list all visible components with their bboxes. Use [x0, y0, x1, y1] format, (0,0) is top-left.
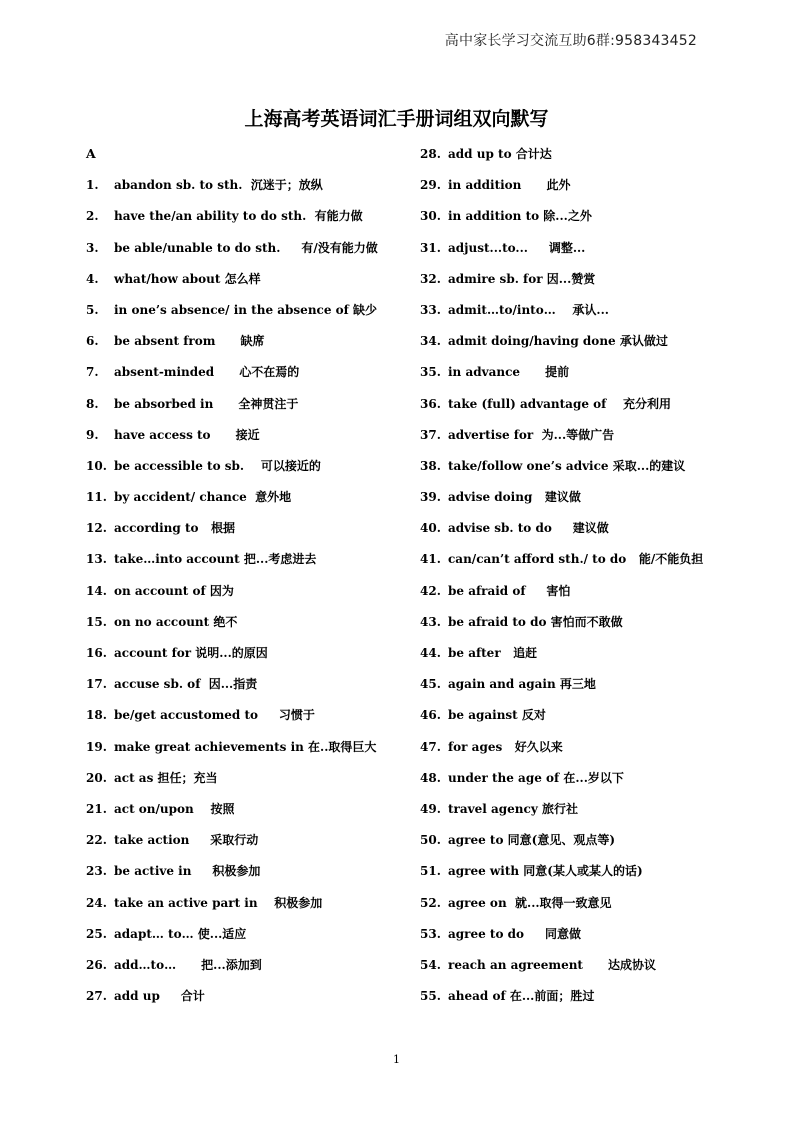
entry-text: travel agency 旅行社	[448, 801, 578, 816]
entry-text: in addition to 除...之外	[448, 209, 592, 224]
entry-number: 41.	[420, 552, 441, 567]
entry-number: 40.	[420, 521, 441, 536]
vocab-entry	[420, 517, 750, 548]
entry-text: be afraid to do 害怕而不敢做	[448, 614, 623, 629]
vocab-entry	[86, 424, 406, 455]
entry-text: be against 反对	[448, 708, 546, 723]
entry-text: act on/upon 按照	[114, 801, 235, 816]
entry-text: advise sb. to do 建议做	[448, 521, 609, 536]
entry-text: adjust...to... 调整...	[448, 240, 586, 255]
entry-text: on account of 因为	[114, 583, 234, 598]
entry-number: 26.	[86, 957, 107, 972]
vocab-entry	[86, 455, 406, 486]
entry-text: accuse sb. of 因...指责	[114, 677, 258, 692]
vocab-entry	[420, 580, 750, 611]
entry-number: 42.	[420, 583, 441, 598]
entry-text: in one’s absence/ in the absence of 缺少	[114, 302, 378, 317]
entry-text: take/follow one’s advice 采取...的建议	[448, 458, 686, 473]
entry-text: can/can’t afford sth./ to do 能/不能负担	[448, 552, 704, 567]
vocab-entry	[86, 548, 406, 579]
entry-text: add up to 合计达	[448, 147, 552, 161]
entry-number: 23.	[86, 864, 107, 879]
entry-number: 55.	[420, 989, 441, 1004]
entry-text: abandon sb. to sth. 沉迷于；放纵	[114, 178, 323, 193]
vocab-entry	[420, 174, 750, 205]
vocab-entry	[420, 486, 750, 517]
entry-number: 25.	[86, 926, 107, 941]
entry-text: be/get accustomed to 习惯于	[114, 708, 315, 723]
entry-text: admit…to/into… 承认...	[448, 302, 609, 317]
vocab-entry	[86, 673, 406, 704]
vocab-entry	[420, 736, 750, 767]
left-entry-list	[86, 174, 406, 1016]
entry-number: 36.	[420, 396, 441, 411]
entry-number: 39.	[420, 490, 441, 505]
entry-text: agree on 就...取得一致意见	[448, 895, 612, 910]
entry-number: 51.	[420, 864, 441, 879]
entry-text: by accident/ chance 意外地	[114, 490, 292, 505]
entry-text: under the age of 在...岁以下	[448, 770, 624, 785]
entry-number: 6.	[86, 334, 99, 349]
entry-number: 27.	[86, 989, 107, 1004]
vocab-entry	[86, 642, 406, 673]
vocab-entry	[86, 361, 406, 392]
entry-number: 17.	[86, 677, 107, 692]
vocab-entry	[420, 704, 750, 735]
entry-number: 37.	[420, 427, 441, 442]
entry-text: account for 说明...的原因	[114, 646, 268, 660]
vocab-entry	[420, 393, 750, 424]
vocab-entry	[86, 174, 406, 205]
entry-number: 12.	[86, 521, 107, 536]
page-title: 上海高考英语词汇手册词组双向默写	[244, 108, 549, 130]
entry-number: 30.	[420, 209, 441, 224]
entry-text: in addition 此外	[448, 178, 571, 193]
entry-text: be afraid of 害怕	[448, 583, 571, 598]
entry-number: 11.	[86, 490, 107, 505]
entry-number: 14.	[86, 583, 107, 598]
vocab-entry	[420, 985, 750, 1016]
vocab-entry	[86, 954, 406, 985]
vocab-entry	[420, 424, 750, 455]
entry-text: take action 采取行动	[114, 833, 259, 848]
entry-number: 52.	[420, 895, 441, 910]
vocab-entry	[86, 330, 406, 361]
vocab-entry	[420, 299, 750, 330]
entry-text: in advance 提前	[448, 365, 570, 380]
entry-number: 44.	[420, 646, 441, 660]
entry-text: be absorbed in 全神贯注于	[114, 396, 299, 411]
vocab-entry	[86, 798, 406, 829]
entry-text: agree to do 同意做	[448, 926, 581, 941]
vocab-entry	[86, 393, 406, 424]
entry-number: 43.	[420, 614, 441, 629]
vocab-entry	[86, 892, 406, 923]
entry-number: 4.	[86, 271, 99, 286]
vocab-entry	[86, 923, 406, 954]
entry-text: for ages 好久以来	[448, 739, 563, 754]
header-note: 高中家长学习交流互助6群:958343452	[444, 33, 697, 49]
right-entry-list	[420, 143, 750, 1016]
entry-text: according to 根据	[114, 521, 236, 536]
entry-text: be after 追赶	[448, 646, 538, 660]
entry-number: 1.	[86, 178, 99, 193]
entry-text: have access to 接近	[114, 427, 260, 442]
entry-text: act as 担任；充当	[114, 770, 218, 785]
entry-text: agree with 同意(某人或某人的话)	[448, 864, 643, 879]
entry-number: 21.	[86, 801, 107, 816]
entry-text: adapt… to… 使...适应	[114, 926, 247, 941]
entry-number: 20.	[86, 770, 107, 785]
entry-text: be absent from 缺席	[114, 334, 265, 349]
vocab-entry	[420, 892, 750, 923]
right-column	[420, 143, 750, 1016]
entry-text: absent-minded 心不在焉的	[114, 365, 300, 380]
entry-text: take…into account 把...考虑进去	[114, 552, 317, 567]
entry-text: make great achievements in 在..取得巨大	[114, 739, 377, 754]
entry-text: admire sb. for 因...赞赏	[448, 271, 596, 286]
vocab-entry	[86, 486, 406, 517]
vocab-entry	[86, 985, 406, 1016]
vocab-entry	[420, 829, 750, 860]
entry-text: take (full) advantage of 充分利用	[448, 396, 672, 411]
entry-number: 15.	[86, 614, 107, 629]
entry-number: 38.	[420, 458, 441, 473]
entry-text: have the/an ability to do sth. 有能力做	[114, 209, 363, 224]
vocab-entry	[420, 237, 750, 268]
vocab-entry	[420, 767, 750, 798]
entry-number: 3.	[86, 240, 99, 255]
entry-number: 9.	[86, 427, 99, 442]
entry-text: advertise for 为...等做广告	[448, 427, 615, 442]
vocab-entry	[86, 860, 406, 891]
section-letter: A	[86, 146, 96, 161]
vocab-entry	[420, 673, 750, 704]
entry-number: 53.	[420, 926, 441, 941]
vocab-entry	[420, 330, 750, 361]
vocab-entry	[420, 361, 750, 392]
entry-number: 46.	[420, 708, 441, 723]
vocab-entry	[86, 205, 406, 236]
entry-number: 7.	[86, 365, 99, 380]
entry-number: 35.	[420, 365, 441, 380]
entry-number: 29.	[420, 178, 441, 193]
vocab-entry	[86, 299, 406, 330]
entry-number: 5.	[86, 302, 99, 317]
entry-number: 22.	[86, 833, 107, 848]
entry-text: be accessible to sb. 可以接近的	[114, 458, 321, 473]
entry-text: add…to… 把...添加到	[114, 957, 262, 972]
entry-number: 10.	[86, 458, 107, 473]
entry-text: be able/unable to do sth. 有/没有能力做	[114, 240, 378, 255]
vocab-entry	[86, 767, 406, 798]
entry-number: 33.	[420, 302, 441, 317]
entry-number: 34.	[420, 334, 441, 349]
entry-number: 28.	[420, 147, 441, 161]
vocab-entry	[86, 704, 406, 735]
vocab-entry	[420, 860, 750, 891]
vocab-entry	[420, 798, 750, 829]
entry-number: 13.	[86, 552, 107, 567]
entry-text: again and again 再三地	[448, 677, 596, 692]
vocab-entry	[420, 954, 750, 985]
vocab-entry	[420, 268, 750, 299]
vocab-entry	[420, 611, 750, 642]
entry-number: 49.	[420, 801, 441, 816]
entry-number: 16.	[86, 646, 107, 660]
entry-number: 8.	[86, 396, 99, 411]
entry-text: what/how about 怎么样	[114, 271, 261, 286]
vocab-entry	[420, 923, 750, 954]
vocab-entry	[86, 736, 406, 767]
entry-text: reach an agreement 达成协议	[448, 957, 657, 972]
vocab-entry	[420, 143, 750, 174]
vocab-entry	[420, 548, 750, 579]
entry-number: 19.	[86, 739, 107, 754]
entry-text: be active in 积极参加	[114, 864, 261, 879]
entry-number: 48.	[420, 770, 441, 785]
page-number: 1	[393, 1053, 400, 1066]
entry-number: 50.	[420, 833, 441, 848]
left-column	[86, 143, 406, 1016]
vocab-entry	[86, 517, 406, 548]
vocab-entry	[420, 205, 750, 236]
vocab-entry	[86, 829, 406, 860]
vocab-entry	[86, 237, 406, 268]
entry-text: take an active part in 积极参加	[114, 895, 323, 910]
entry-text: add up 合计	[114, 989, 205, 1004]
entry-number: 47.	[420, 739, 441, 754]
vocab-entry	[420, 642, 750, 673]
entry-number: 54.	[420, 957, 441, 972]
entry-text: ahead of 在...前面；胜过	[448, 989, 595, 1004]
entry-text: advise doing 建议做	[448, 490, 581, 505]
entry-text: admit doing/having done 承认做过	[448, 334, 668, 349]
vocab-entry	[86, 611, 406, 642]
entry-number: 24.	[86, 895, 107, 910]
vocab-entry	[86, 580, 406, 611]
entry-number: 45.	[420, 677, 441, 692]
entry-text: on no account 绝不	[114, 614, 238, 629]
entry-number: 2.	[86, 209, 99, 224]
entry-number: 31.	[420, 240, 441, 255]
entry-number: 18.	[86, 708, 107, 723]
entry-number: 32.	[420, 271, 441, 286]
vocab-entry	[86, 268, 406, 299]
entry-text: agree to 同意(意见、观点等)	[448, 833, 616, 848]
vocab-entry	[420, 455, 750, 486]
